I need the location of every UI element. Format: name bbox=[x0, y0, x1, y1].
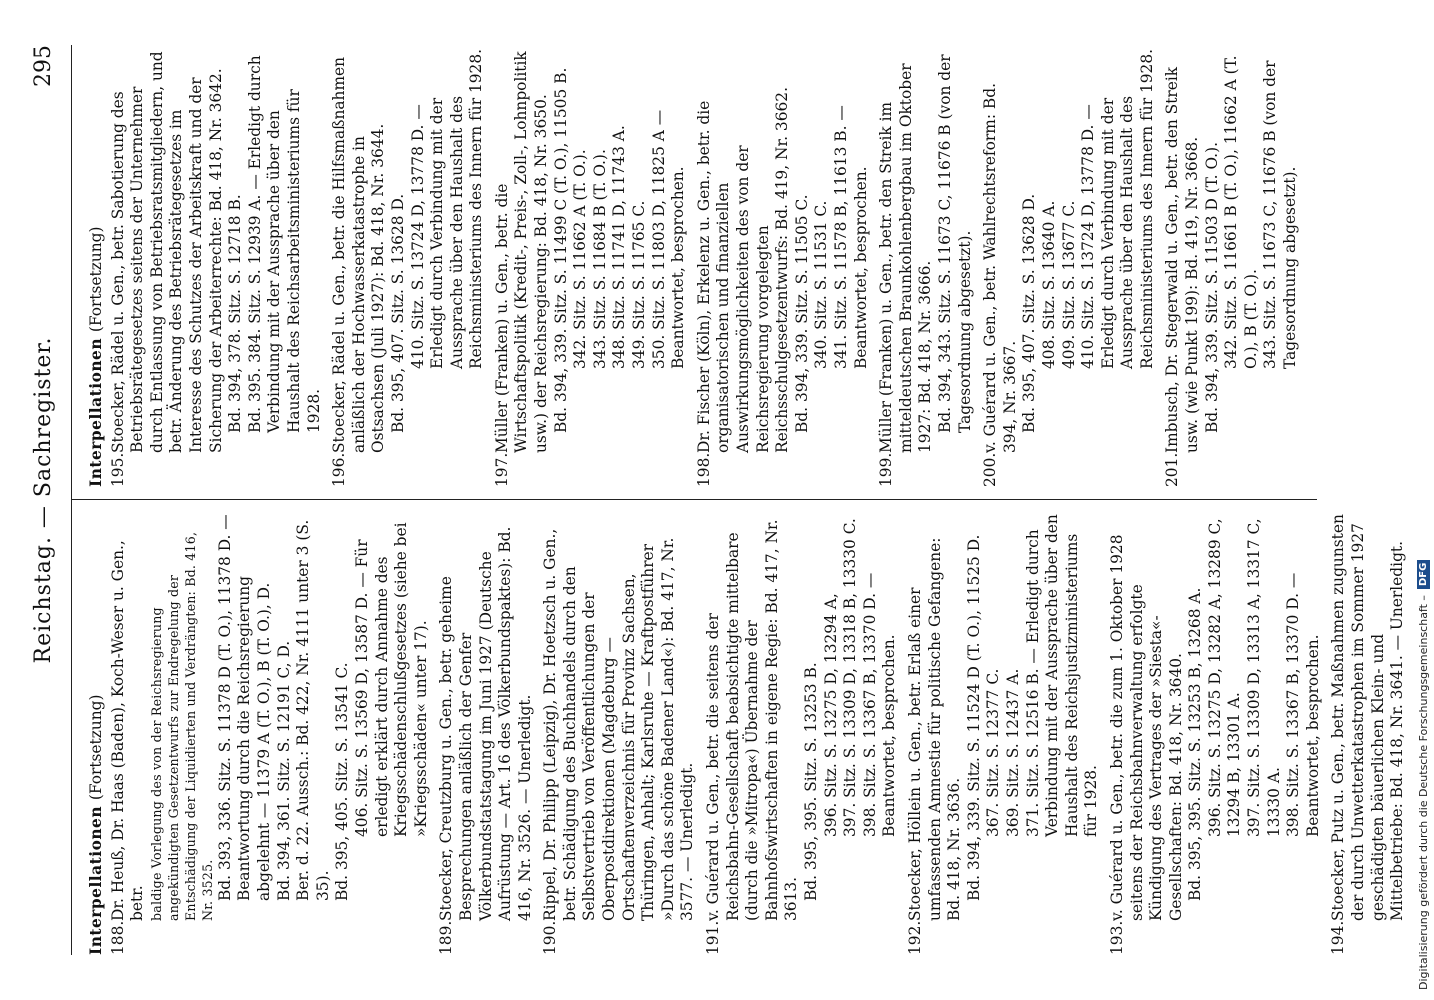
entry-reference: 341. Sitz. S. 11578 B, 11613 B. — Beantwortet, besprochen. bbox=[831, 105, 870, 369]
entry-reference: Bd. 395, 395. Sitz. S. 13253 B, 13268 A. bbox=[1186, 587, 1205, 901]
register-entry bbox=[330, 45, 487, 487]
entry-reference: Bd. 394, 339. Sitz. S. 11524 D (T. O.), 11525 D. bbox=[964, 534, 983, 901]
right-column bbox=[87, 45, 1317, 487]
section-heading: Interpellationen (Fortsetzung) bbox=[87, 226, 105, 487]
entry-reference: Bd. 394, 343. Sitz. S. 11673 C, 11676 B (von der Tagesordnung abgesetzt). bbox=[935, 54, 974, 433]
entry-reference: Bd. 394, 361. Sitz. S. 12191 C, D. bbox=[274, 640, 293, 901]
entry-text: Stoecker, Rädel u. Gen., betr. Sabotierung des Betriebsrätegesetzes seitens der Unternehmer durch Entlassung von Betriebsratsmitgliedern, und betr. Änderung des Betriebsrätegesetzes im Interesse des Schutzes der Arbeitskraft und der Sicherung der Arbeiterrechte: Bd. 418, Nr. 3642. bbox=[108, 51, 225, 453]
entry-number: 189. bbox=[437, 920, 456, 955]
register-entry bbox=[541, 513, 698, 955]
entry-reference: Bd. 394, 339. Sitz. S. 11503 D (T. O.). bbox=[1202, 142, 1221, 433]
entry-reference: 348. Sitz. S. 11741 D, 11743 A. bbox=[610, 125, 629, 369]
entry-body bbox=[1108, 513, 1324, 921]
register-entry bbox=[877, 45, 975, 487]
entry-reference: 343. Sitz. S. 11673 C, 11676 B (von der Tagesordnung abgesetzt). bbox=[1261, 60, 1300, 369]
entry-number: 195. bbox=[108, 452, 127, 487]
column-divider bbox=[71, 499, 1317, 500]
entry-number: 192. bbox=[905, 920, 924, 955]
section-heading: Interpellationen (Fortsetzung) bbox=[87, 694, 105, 955]
entry-reference: 397. Sitz. S. 13309 D, 13318 B, 13330 C. bbox=[841, 518, 860, 837]
left-column bbox=[87, 513, 1407, 955]
entry-text: v. Guérard u. Gen., betr. die zum 1. Oktober 1928 seitens der Reichsbahnverwaltung erfolgte Kündigung des Vertrages der »Siesta«-Gesellschaften: Bd. 418, Nr. 3640. bbox=[1107, 534, 1185, 921]
entry-text: v. Guérard u. Gen., betr. Wahlrechtsreform: Bd. 394, Nr. 3667. bbox=[981, 83, 1019, 453]
entry-body bbox=[695, 45, 871, 453]
entry-body bbox=[109, 45, 325, 453]
entry-reference: 349. Sitz. S. 11765 C. bbox=[630, 200, 649, 369]
entry-reference: 369. Sitz. S. 12437 A. bbox=[1003, 668, 1022, 837]
entry-reference: Bd. 394, 339. Sitz. S. 11505 C. bbox=[792, 194, 811, 433]
header-rule bbox=[71, 45, 72, 955]
entry-reference: Bd. 395, 407. Sitz. S. 13628 D. bbox=[1020, 193, 1039, 433]
register-entry bbox=[981, 45, 1157, 487]
entry-number: 201. bbox=[1163, 452, 1182, 487]
entry-body bbox=[493, 45, 689, 453]
entry-text: Rippel, Dr. Philipp (Leipzig), Dr. Hoetzsch u. Gen., betr. Schädigung des Buchhandels durch den Selbstvertrieb von Veröffentlichungen der Oberpostdirektionen (Magdeburg — Ortschaftenverzeichnis für Provinz Sachsen, Thüringen, Anhalt; Karlsruhe — Kraftpostführer »Durch das schöne Badener Land«): Bd. 417, Nr. 3577. — Unerledigt. bbox=[541, 528, 697, 921]
entry-body bbox=[437, 513, 535, 921]
entry-body bbox=[704, 513, 900, 921]
entry-text: Müller (Franken) u. Gen., betr. die Wirtschaftspolitik (Kredit-, Preis-, Zoll-, Lohnpolitik usw.) der Reichsregierung: Bd. 418, Nr. 3650. bbox=[492, 51, 551, 453]
entry-text: Stoecker, Höllein u. Gen., betr. Erlaß einer umfassenden Amnestie für politische Gefangene: Bd. 418, Nr. 3636. bbox=[905, 537, 964, 921]
register-entry bbox=[1108, 513, 1324, 955]
entry-reference: 340. Sitz. S. 11531 C. bbox=[812, 200, 831, 369]
entry-reference: 410. Sitz. S. 13724 D, 13778 D. — Erledigt durch Verbindung mit der Aussprache über den Haushalt des Reichsministeriums des Innern für 1928. bbox=[1079, 48, 1156, 369]
entry-reference: 410. Sitz. S. 13724 D, 13778 D. — Erledigt durch Verbindung mit der Aussprache über den Haushalt des Reichsministeriums des Innern für 1928. bbox=[408, 48, 486, 369]
entry-text: v. Guérard u. Gen., betr. die seitens der Reichsbahn-Gesellschaft beabsichtigte mittelbare (durch die »Mitropa«) Übernahme der Bahnhofswirtschaften in eigene Regie: Bd. 417, Nr. 3613. bbox=[704, 519, 801, 921]
entry-number: 193. bbox=[1107, 920, 1126, 955]
entry-number: 200. bbox=[981, 452, 1000, 487]
entry-body bbox=[109, 513, 432, 921]
entry-number: 188. bbox=[108, 920, 127, 955]
register-entry bbox=[437, 513, 535, 955]
entry-reference: Bd. 395, 407. Sitz. S. 13628 D. bbox=[388, 193, 407, 433]
register-entry bbox=[109, 513, 432, 955]
page-header bbox=[31, 45, 67, 955]
entry-reference: baldige Vorlegung des von der Reichsregierung angekündigten Gesetzentwurfs zur Endregelung der Entschädigung der Liquidierten und Verdrängten: Bd. 416, Nr. 3525. bbox=[148, 531, 215, 921]
entry-reference: 343. Sitz. S. 11684 B (T. O.). bbox=[590, 149, 609, 369]
entry-reference: 408. Sitz. S. 13640 A. bbox=[1039, 200, 1058, 369]
entry-reference: Bd. 395. 384. Sitz. S. 12939 A. — Erledigt durch Verbindung mit der Aussprache über den Haushalt des Reichsarbeitsministeriums für 1928. bbox=[245, 55, 323, 433]
register-entry bbox=[1163, 45, 1300, 487]
entry-reference: 350. Sitz. S. 11803 D, 11825 A — Beantwortet, besprochen. bbox=[649, 109, 688, 369]
register-entry bbox=[109, 45, 325, 487]
entry-reference: Bd. 395, 395. Sitz. S. 13253 B. bbox=[802, 662, 820, 901]
entry-number: 194. bbox=[1329, 920, 1348, 955]
entry-reference: 396. Sitz. S. 13275 D, 13294 A, bbox=[821, 593, 840, 837]
entry-reference: Bd. 394, 339. Sitz. S. 11499 C (T. O.), 11505 B. bbox=[551, 67, 570, 433]
entry-reference: 397. Sitz. S. 13309 D, 13313 A, 13317 C, 13330 A. bbox=[1245, 518, 1283, 837]
page bbox=[17, 5, 1407, 995]
entry-reference: 367. Sitz. S. 12377 C. bbox=[984, 668, 1003, 837]
entry-number: 191. bbox=[704, 920, 723, 955]
entry-reference: 342. Sitz. S. 11661 B (T. O.), 11662 A (T. O.), B (T. O.). bbox=[1222, 55, 1260, 369]
entry-reference: 398. Sitz. S. 13367 B, 13370 D. — Beantwortet, besprochen. bbox=[860, 572, 899, 837]
page-title: Reichstag. — Sachregister. bbox=[31, 336, 56, 664]
entry-reference: Bd. 395, 405. Sitz. S. 13541 C. bbox=[333, 662, 352, 901]
entry-text: Stoecker, Rädel u. Gen., betr. die Hilfsmaßnahmen anläßlich der Hochwasserkatastrophe in Ostsachsen (Juli 1927): Bd. 418, Nr. 3644. bbox=[330, 56, 388, 453]
entry-body bbox=[541, 513, 698, 921]
page-number: 295 bbox=[31, 45, 56, 87]
entry-text: Dr. Heuß, Dr. Haas (Baden), Koch-Weser u. Gen., betr. bbox=[108, 540, 147, 921]
entry-number: 190. bbox=[541, 920, 560, 955]
entry-text: Müller (Franken) u. Gen., betr. den Streik im mitteldeutschen Braunkohlenbergbau im Oktober 1927: Bd. 418, Nr. 3666. bbox=[877, 63, 935, 453]
digitization-note: Digitalisierung gefördert durch die Deutsche Forschungsgemeinschaft – DFG bbox=[1417, 10, 1430, 990]
dfg-logo: DFG bbox=[1417, 560, 1430, 589]
entry-text: Stoecker, Creutzburg u. Gen., betr. geheime Besprechungen anläßlich der Genfer Völkerbundstatstagung im Juni 1927 (Deutsche Aufrüstung — Art. 16 des Völkerbundspaktes): Bd. 416, Nr. 3526. — Unerledigt. bbox=[437, 526, 534, 921]
register-entry bbox=[493, 45, 689, 487]
entry-reference: 409. Sitz. S. 13677 C. bbox=[1059, 200, 1078, 369]
entry-text: Dr. Fischer (Köln), Erkelenz u. Gen., betr. die organisatorischen und finanziellen Auswirkungsmöglichkeiten des von der Reichsregierung vorgelegten Reichsschulgesetzentwurfs: Bd. 419, Nr. 3662. bbox=[694, 87, 792, 453]
register-entry bbox=[704, 513, 900, 955]
register-entry bbox=[1329, 513, 1407, 955]
entry-body bbox=[877, 45, 975, 453]
entry-body bbox=[981, 45, 1157, 453]
entry-reference: 396. Sitz. S. 13275 D, 13282 A, 13289 C, 13294 B, 13301 A. bbox=[1205, 518, 1244, 837]
register-entry bbox=[906, 513, 1102, 955]
entry-reference: Bd. 394, 378. Sitz. S. 12718 B. bbox=[226, 194, 245, 433]
entry-text: Stoecker, Putz u. Gen., betr. Maßnahmen zugunsten der durch Unwetterkatastrophen im Sommer 1927 geschädigten bäuerlichen Klein- und Mittelbetriebe: Bd. 418, Nr. 3641. — Unerledigt. bbox=[1329, 514, 1407, 921]
entry-number: 196. bbox=[330, 452, 349, 487]
entry-reference: 406. Sitz. S. 13569 D, 13587 D. — Für erledigt erklärt durch Annahme des Kriegsschädenschlußgesetzes (siehe bei »Kriegsschäden« unter 17). bbox=[352, 522, 430, 837]
entry-body bbox=[1163, 45, 1300, 453]
entry-reference: Ber. d. 22. Aussch.: Bd. 422, Nr. 4111 unter 3 (S. 35). bbox=[294, 519, 332, 901]
entry-number: 199. bbox=[877, 452, 896, 487]
register-entry bbox=[695, 45, 871, 487]
entry-number: 198. bbox=[694, 452, 713, 487]
entry-text: Imbusch, Dr. Stegerwald u. Gen., betr. den Streik usw. (wie Punkt 199): Bd. 419, Nr. 3668. bbox=[1163, 66, 1202, 453]
entry-reference: 371. Sitz. S. 12516 B. — Erledigt durch Verbindung mit der Aussprache über den Haushalt des Reichsjustizministeriums für 1928. bbox=[1023, 514, 1101, 837]
entry-reference: 342. Sitz. S. 11662 A (T. O.). bbox=[571, 149, 590, 369]
entry-body bbox=[1329, 513, 1407, 921]
entry-reference: Bd. 393, 336. Sitz. S. 11378 D (T. O.), 11378 D. — Beantwortung durch die Reichsregierung abgelehnt — 11379 A (T. O.), B (T. O.), D. bbox=[215, 514, 273, 901]
entry-reference: 398. Sitz. S. 13367 B, 13370 D. — Beantwortet, besprochen. bbox=[1284, 572, 1322, 837]
entry-body bbox=[906, 513, 1102, 921]
entry-number: 197. bbox=[492, 452, 511, 487]
entry-body bbox=[330, 45, 487, 453]
